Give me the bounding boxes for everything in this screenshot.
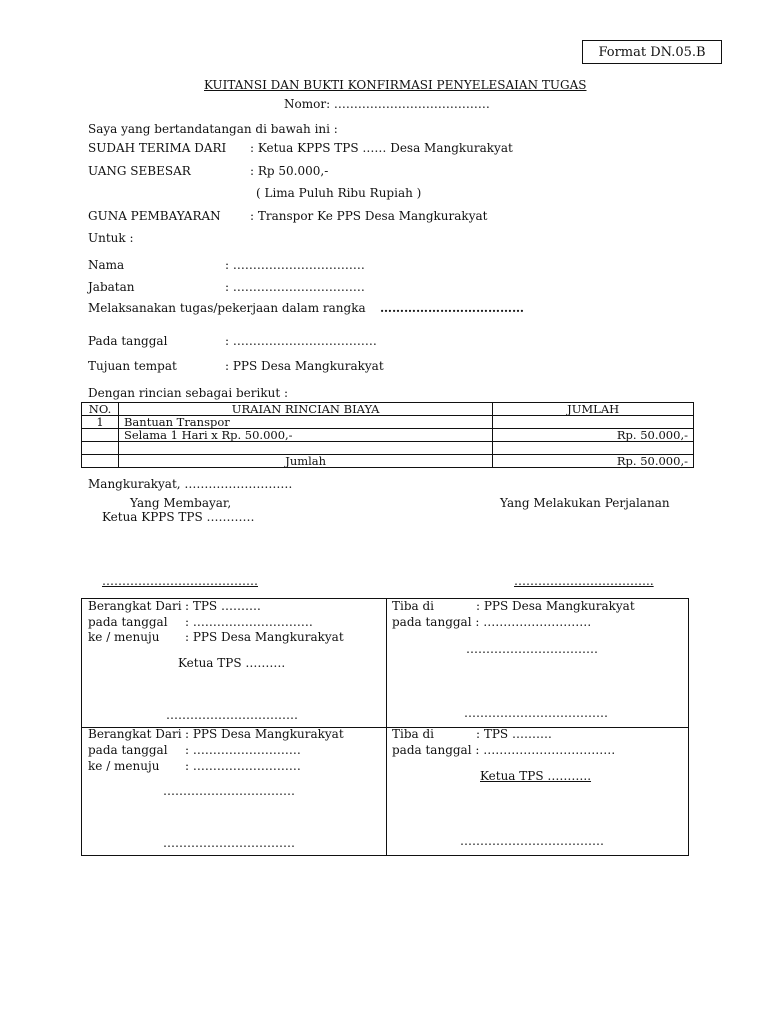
sudah-terima-label: SUDAH TERIMA DARI xyxy=(88,141,227,155)
uang-words: ( Lima Puluh Ribu Rupiah ) xyxy=(256,186,422,200)
tr-tanggal: pada tanggal : ……………………… xyxy=(392,615,592,629)
document-title: KUITANSI DAN BUKTI KONFIRMASI PENYELESAIAN TUGAS xyxy=(204,78,587,92)
tl-tanggal-label: pada tanggal xyxy=(88,615,168,629)
bl-line-1: …………………………… xyxy=(163,784,295,798)
payer-signature-line: ………………………………… xyxy=(102,574,258,588)
guna-label: GUNA PEMBAYARAN xyxy=(88,209,221,223)
table-row xyxy=(82,429,694,442)
header-jumlah: JUMLAH xyxy=(493,403,694,416)
cost-table xyxy=(81,402,694,468)
tr-tiba-label: Tiba di xyxy=(392,599,435,613)
tr-line-1: …………………………… xyxy=(466,642,598,656)
uang-value: : Rp 50.000,- xyxy=(250,164,329,178)
document-number: Nomor: ………………………………… xyxy=(284,97,490,111)
bl-berangkat-value: : PPS Desa Mangkurakyat xyxy=(185,727,344,741)
tl-signature-line: …………………………… xyxy=(166,708,298,722)
row-no xyxy=(82,442,119,455)
tujuan-label: Tujuan tempat xyxy=(88,359,177,373)
pada-tanggal-value: : ……………………………… xyxy=(225,334,377,348)
tr-tiba-value: : PPS Desa Mangkurakyat xyxy=(476,599,635,613)
melaksanakan-value: ……………………………… xyxy=(380,301,524,315)
untuk-label: Untuk : xyxy=(88,231,134,245)
traveler-signature-line: …………………………….. xyxy=(514,574,654,588)
nama-label: Nama xyxy=(88,258,125,272)
table-row xyxy=(82,416,694,429)
row-amount xyxy=(493,442,694,455)
br-ketua: Ketua TPS ……….. xyxy=(480,769,592,783)
bl-tanggal-label: pada tanggal xyxy=(88,743,168,757)
table-row xyxy=(82,442,694,455)
table-header-row xyxy=(82,403,694,416)
tl-menuju-label: ke / menuju xyxy=(88,630,160,644)
tl-menuju-value: : PPS Desa Mangkurakyat xyxy=(185,630,344,644)
br-tiba-label: Tiba di xyxy=(392,727,435,741)
payer-title: Yang Membayar, xyxy=(130,496,232,510)
row-amount: Rp. 50.000,- xyxy=(493,429,694,442)
uang-label: UANG SEBESAR xyxy=(88,164,191,178)
tujuan-value: : PPS Desa Mangkurakyat xyxy=(225,359,384,373)
tl-ketua: Ketua TPS ………. xyxy=(178,656,286,670)
row-desc: Bantuan Transpor xyxy=(118,416,492,429)
bl-menuju-label: ke / menuju xyxy=(88,759,160,773)
total-no xyxy=(82,455,119,468)
traveler-title: Yang Melakukan Perjalanan xyxy=(500,496,670,510)
bl-berangkat-label: Berangkat Dari xyxy=(88,727,182,741)
br-tiba-value: : TPS ………. xyxy=(476,727,552,741)
pada-tanggal-label: Pada tanggal xyxy=(88,334,168,348)
payer-role: Ketua KPPS TPS ………… xyxy=(102,510,255,524)
tl-berangkat-label: Berangkat Dari xyxy=(88,599,182,613)
intro-text: Saya yang bertandatangan di bawah ini : xyxy=(88,122,338,136)
place-date: Mangkurakyat, ……………………… xyxy=(88,477,293,491)
br-signature-line: ……………………………… xyxy=(460,834,604,848)
tr-line-2: ……………………………… xyxy=(464,706,608,720)
row-no: 1 xyxy=(82,416,119,429)
tl-tanggal-value: : ………………………… xyxy=(185,615,313,629)
header-uraian: URAIAN RINCIAN BIAYA xyxy=(118,403,492,416)
nama-value: : …………………………… xyxy=(225,258,365,272)
bl-menuju-value: : ……………………… xyxy=(185,759,301,773)
row-amount xyxy=(493,416,694,429)
total-label: Jumlah xyxy=(118,455,492,468)
table-total-row xyxy=(82,455,694,468)
bl-tanggal-value: : ……………………… xyxy=(185,743,301,757)
row-desc: Selama 1 Hari x Rp. 50.000,- xyxy=(118,429,492,442)
melaksanakan-label: Melaksanakan tugas/pekerjaan dalam rangka xyxy=(88,301,366,315)
jabatan-value: : …………………………… xyxy=(225,280,365,294)
row-no xyxy=(82,429,119,442)
row-desc xyxy=(118,442,492,455)
br-tanggal: pada tanggal : …………………………… xyxy=(392,743,616,757)
total-amount: Rp. 50.000,- xyxy=(493,455,694,468)
rincian-intro: Dengan rincian sebagai berikut : xyxy=(88,386,289,400)
format-code-box: Format DN.05.B xyxy=(582,40,722,64)
jabatan-label: Jabatan xyxy=(88,280,135,294)
guna-value: : Transpor Ke PPS Desa Mangkurakyat xyxy=(250,209,488,223)
sudah-terima-value: : Ketua KPPS TPS …… Desa Mangkurakyat xyxy=(250,141,513,155)
bl-line-2: …………………………… xyxy=(163,836,295,850)
tl-berangkat-value: : TPS ………. xyxy=(185,599,261,613)
header-no: NO. xyxy=(82,403,119,416)
